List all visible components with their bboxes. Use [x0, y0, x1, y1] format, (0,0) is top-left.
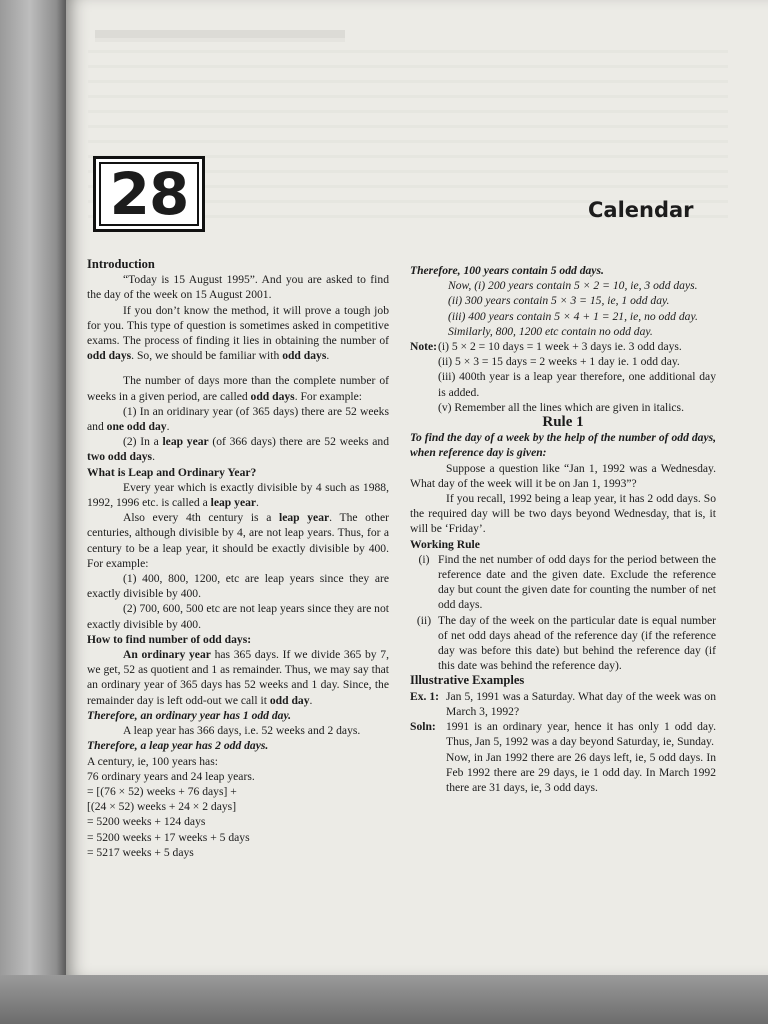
text-run: If you don’t know the method, it will prove a tough job for you. This type of question is sometimes asked in competitive exams. The process of finding it lies in obtaining the number of — [87, 303, 389, 348]
note-item-4: (v) Remember all the lines which are given in italics. — [438, 400, 684, 414]
working-rule-text: Find the net number of odd days for the period between the reference date and the given date. Exclude the reference day but count the given date for counting the number of net odd days. — [438, 552, 716, 612]
note-item-2: (ii) 5 × 3 = 15 days = 2 weeks + 1 day ie. 1 odd day. — [438, 355, 680, 369]
solution-1 — [410, 719, 716, 795]
note-body — [438, 339, 716, 415]
leap-year-paragraph — [87, 480, 389, 510]
text-run: . — [256, 496, 259, 510]
ordinary-year-paragraph — [87, 647, 389, 708]
calculation-line-5: = 5217 weeks + 5 days — [87, 845, 194, 859]
example-question: Jan 5, 1991 was a Saturday. What day of the week was on March 3, 1992? — [446, 689, 716, 718]
note-item-3: (iii) 400th year is a leap year therefore, one additional day is added. — [438, 370, 716, 399]
left-column — [87, 257, 389, 860]
emphasis-leap-year: leap year — [279, 511, 330, 525]
calculation-line-1: = [(76 × 52) weeks + 76 days] + — [87, 784, 237, 798]
solution-label: Soln: — [410, 720, 436, 734]
right-column — [410, 263, 716, 795]
rule-paragraph-1: Suppose a question like “Jan 1, 1992 was a Wednesday. What day of the week will it be on Jan 1, 1993”? — [410, 461, 716, 490]
century-line-2: 76 ordinary years and 24 leap years. — [87, 769, 255, 783]
rule-heading: Rule 1 — [542, 414, 584, 431]
example-ordinary-year — [87, 404, 389, 434]
scan-bottom-edge — [0, 975, 768, 1024]
note-item-1: (i) 5 × 2 = 10 days = 1 week + 3 days ie. 3 odd days. — [438, 340, 682, 354]
emphasis-one-odd-day: one odd day — [106, 420, 167, 434]
text-run: (2) In a — [123, 435, 163, 449]
chapter-number: 28 — [109, 160, 189, 228]
text-run: The number of days more than the complete number of weeks in a given period, are called — [87, 374, 389, 403]
working-rule-number: (i) — [418, 552, 430, 566]
century-line-1: A century, ie, 100 years has: — [87, 754, 218, 768]
odd-days-howto-heading: How to find number of odd days: — [87, 632, 252, 646]
working-rule-item-2 — [410, 613, 716, 674]
note-label: Note: — [410, 340, 438, 354]
text-run: . The other centuries, although divisible by 4, are not leap years. Thus, for a century to be a leap year, it should be exactly divisible by 400. For example: — [87, 511, 389, 570]
chapter-number-box — [93, 156, 205, 232]
leap-year-days: A leap year has 366 days, i.e. 52 weeks and 2 days. — [123, 724, 361, 738]
intro-paragraph-2 — [87, 303, 389, 364]
intro-paragraph-1: “Today is 15 August 1995”. And you are asked to find the day of the week on 15 August 2001. — [87, 273, 389, 302]
text-run: . — [309, 693, 313, 707]
emphasis-leap-year: leap year — [162, 435, 209, 449]
text-run: . So, we should be familiar with — [131, 349, 283, 363]
calculation-line-3: = 5200 weeks + 124 days — [87, 815, 206, 829]
century-example-1: (1) 400, 800, 1200, etc are leap years since they are exactly divisible by 400. — [87, 572, 389, 601]
emphasis-odd-days: odd days — [282, 349, 327, 363]
working-rule-item-1 — [410, 552, 716, 613]
centuries-similarly: Similarly, 800, 1200 etc contain no odd day. — [448, 324, 653, 338]
book-spine — [0, 0, 66, 975]
rule-subheading: To find the day of a week by the help of the number of odd days, when reference day is given: — [410, 431, 716, 460]
emphasis-two-odd-days: two odd days — [87, 450, 153, 464]
text-run: . — [326, 349, 330, 363]
working-rule-heading: Working Rule — [410, 537, 480, 551]
emphasis-ordinary-year: An ordinary year — [123, 648, 211, 662]
text-run: (of 366 days) there are 52 weeks and — [208, 435, 389, 449]
working-rule-number: (ii) — [416, 613, 432, 627]
chapter-number-inner-frame — [99, 162, 199, 226]
century-example-2: (2) 700, 600, 500 etc are not leap years since they are not exactly divisible by 400. — [87, 602, 389, 631]
solution-paragraph-1: 1991 is an ordinary year, hence it has only 1 odd day. Thus, Jan 5, 1992 was a day beyond Saturday, ie, Sunday. — [446, 720, 716, 749]
emphasis-odd-days: odd days — [87, 349, 132, 363]
note-block — [410, 339, 716, 415]
odd-days-definition — [87, 373, 389, 403]
text-run: has 365 days. If we divide 365 by 7, we get, 52 as quotient and 1 as remainder. Thus, we may say that an ordinary year of 365 days has 52 weeks and 1 day. Since, the remainder day is left odd-out we call it — [87, 648, 389, 707]
century-leap-paragraph — [87, 510, 389, 571]
conclusion-leap-year: Therefore, a leap year has 2 odd days. — [87, 739, 269, 753]
centuries-line-2: (ii) 300 years contain 5 × 3 = 15, ie, 1 odd day. — [448, 294, 670, 308]
solution-paragraph-2: Now, in Jan 1992 there are 26 days left, ie, 5 odd days. In Feb 1992 there are 29 days, ie 1 odd day. In March 1992 there are 31 days, ie, 3 odd days. — [446, 750, 716, 794]
calculation-line-2: [(24 × 52) weeks + 24 × 2 days] — [87, 800, 237, 814]
text-run: . — [152, 450, 155, 464]
working-rule-text: The day of the week on the particular date is equal number of net odd days ahead of the reference day (if the reference day was before this date) but behind the reference day (if this date was behind the reference day). — [438, 613, 716, 673]
centuries-line-1: Now, (i) 200 years contain 5 × 2 = 10, ie, 3 odd days. — [448, 279, 698, 293]
emphasis-leap-year: leap year — [210, 496, 257, 510]
leap-year-heading: What is Leap and Ordinary Year? — [87, 465, 257, 479]
calculation-line-4: = 5200 weeks + 17 weeks + 5 days — [87, 830, 250, 844]
text-run: . — [166, 420, 170, 434]
centuries-line-3: (iii) 400 years contain 5 × 4 + 1 = 21, ie, no odd day. — [448, 309, 698, 323]
emphasis-odd-days: odd days — [250, 389, 295, 403]
emphasis-odd-day: odd day — [269, 693, 310, 707]
chapter-title: Calendar — [588, 198, 694, 222]
text-run: Also every 4th century is a — [123, 511, 279, 525]
example-1 — [410, 689, 716, 719]
conclusion-ordinary-year: Therefore, an ordinary year has 1 odd day. — [87, 708, 292, 722]
illustrative-examples-heading: Illustrative Examples — [410, 673, 525, 688]
solution-body — [446, 719, 716, 795]
introduction-heading: Introduction — [87, 257, 155, 271]
example-label: Ex. 1: — [410, 689, 439, 703]
example-leap-year — [87, 434, 389, 464]
text-run: . For example: — [294, 389, 362, 403]
text-run: (1) In an oridinary year (of 365 days) there are 52 weeks and — [87, 404, 389, 434]
text-run: Every year which is exactly divisible by 4 such as 1988, 1992, 1996 etc. is called a — [87, 480, 389, 510]
conclusion-century: Therefore, 100 years contain 5 odd days. — [410, 264, 604, 277]
rule-paragraph-2: If you recall, 1992 being a leap year, it has 2 odd days. So the required day will be two days beyond Wednesday, that is, it will be ‘Friday’. — [410, 492, 716, 536]
